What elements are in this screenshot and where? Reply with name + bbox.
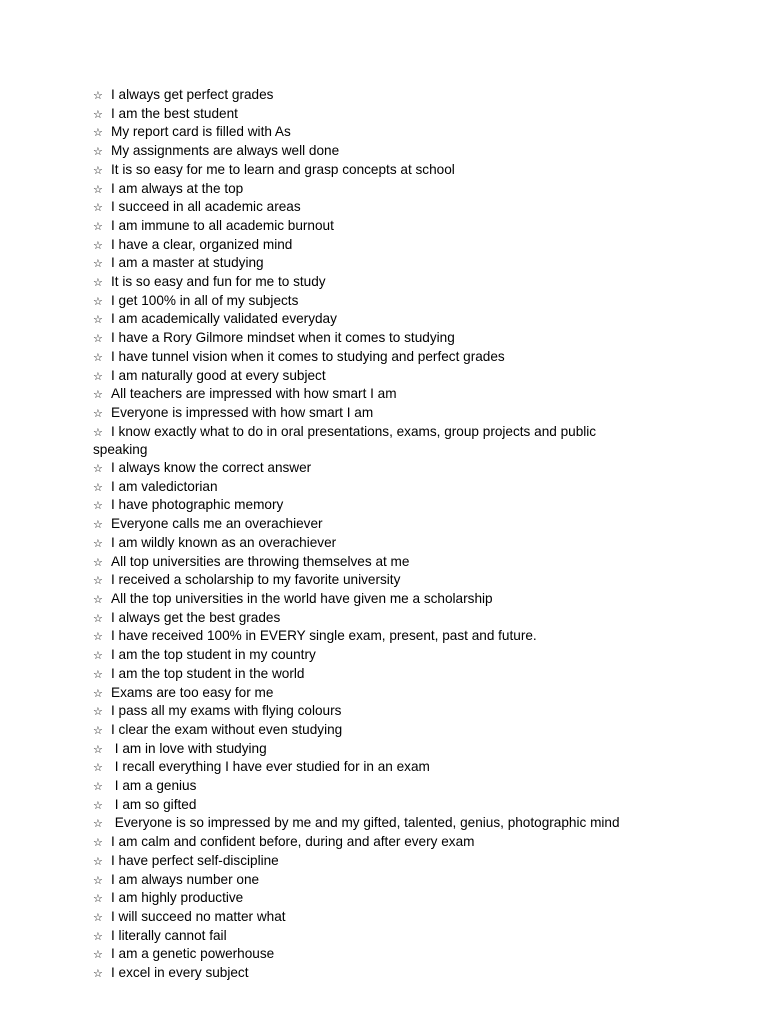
- list-item: [93, 180, 653, 199]
- item-text: Everyone is so impressed by me and my gifted, talented, genius, photographic mind: [111, 815, 620, 831]
- star-icon: ☆: [93, 649, 103, 663]
- star-icon: ☆: [93, 910, 103, 924]
- list-item: [93, 123, 653, 142]
- list-item: [93, 871, 653, 890]
- list-item: [93, 478, 653, 497]
- star-icon: ☆: [93, 238, 103, 252]
- star-icon: ☆: [93, 929, 103, 943]
- item-text: I have received 100% in EVERY single exam, present, past and future.: [111, 628, 537, 644]
- list-item: [93, 534, 653, 553]
- item-text: I know exactly what to do in oral presentations, exams, group projects and public speaking: [93, 423, 597, 458]
- list-item: [93, 833, 653, 852]
- star-icon: ☆: [93, 89, 103, 102]
- list-item: [93, 142, 653, 161]
- star-icon: ☆: [93, 723, 103, 737]
- list-item: [93, 852, 653, 871]
- star-icon: ☆: [93, 201, 103, 215]
- item-text: It is so easy and fun for me to study: [111, 274, 326, 290]
- star-icon: ☆: [93, 817, 103, 831]
- list-item: [93, 609, 653, 628]
- star-icon: ☆: [93, 145, 103, 159]
- list-item: [93, 665, 653, 684]
- list-item: [93, 908, 653, 927]
- item-text: I am academically validated everyday: [111, 311, 337, 327]
- list-item: [93, 702, 653, 721]
- star-icon: ☆: [93, 536, 103, 550]
- item-text: Everyone calls me an overachiever: [111, 516, 323, 532]
- item-text: I am a master at studying: [111, 255, 264, 271]
- list-item: [93, 217, 653, 236]
- star-icon: ☆: [93, 388, 103, 402]
- item-text: I get 100% in all of my subjects: [111, 292, 299, 308]
- star-icon: ☆: [93, 630, 103, 644]
- star-icon: ☆: [93, 257, 103, 271]
- item-text: I am naturally good at every subject: [111, 367, 326, 383]
- star-icon: ☆: [93, 592, 103, 606]
- list-item: [93, 86, 653, 105]
- item-text: I literally cannot fail: [111, 927, 227, 943]
- star-icon: ☆: [93, 854, 103, 868]
- item-text: I am calm and confident before, during and after every exam: [111, 834, 475, 850]
- star-icon: ☆: [93, 369, 103, 383]
- list-item: [93, 814, 653, 833]
- item-text: I recall everything I have ever studied for in an exam: [111, 759, 430, 775]
- item-text: I always get perfect grades: [111, 87, 274, 102]
- list-item: [93, 310, 653, 329]
- list-item: [93, 161, 653, 180]
- list-item: [93, 329, 653, 348]
- list-item: [93, 964, 653, 983]
- item-text: It is so easy for me to learn and grasp concepts at school: [111, 161, 455, 177]
- list-item: [93, 721, 653, 740]
- item-text: My report card is filled with As: [111, 124, 291, 140]
- item-text: I will succeed no matter what: [111, 908, 286, 924]
- item-text: I have perfect self-discipline: [111, 852, 279, 868]
- item-text: I received a scholarship to my favorite university: [111, 572, 401, 588]
- star-icon: ☆: [93, 574, 103, 588]
- affirmation-list: [93, 86, 653, 983]
- star-icon: ☆: [93, 480, 103, 494]
- item-text: I am always at the top: [111, 180, 244, 196]
- star-icon: ☆: [93, 967, 103, 981]
- star-icon: ☆: [93, 518, 103, 532]
- item-text: I am immune to all academic burnout: [111, 217, 334, 233]
- star-icon: ☆: [93, 462, 103, 476]
- list-item: [93, 796, 653, 815]
- list-item: [93, 889, 653, 908]
- item-text: I have a Rory Gilmore mindset when it comes to studying: [111, 330, 455, 346]
- star-icon: ☆: [93, 761, 103, 775]
- star-icon: ☆: [93, 555, 103, 569]
- star-icon: ☆: [93, 182, 103, 196]
- item-text: I am always number one: [111, 871, 260, 887]
- item-text: I excel in every subject: [111, 965, 249, 981]
- star-icon: ☆: [93, 873, 103, 887]
- list-item: [93, 105, 653, 124]
- item-text: Everyone is impressed with how smart I am: [111, 404, 374, 420]
- list-item: [93, 740, 653, 759]
- star-icon: ☆: [93, 332, 103, 346]
- item-text: I pass all my exams with flying colours: [111, 703, 342, 719]
- star-icon: ☆: [93, 836, 103, 850]
- star-icon: ☆: [93, 798, 103, 812]
- list-item: [93, 459, 653, 478]
- item-text: Exams are too easy for me: [111, 684, 274, 700]
- item-text: I have tunnel vision when it comes to studying and perfect grades: [111, 348, 505, 364]
- item-text: I am in love with studying: [111, 740, 267, 756]
- list-item: [93, 273, 653, 292]
- star-icon: ☆: [93, 294, 103, 308]
- list-item: [93, 198, 653, 217]
- list-item: [93, 236, 653, 255]
- star-icon: ☆: [93, 276, 103, 290]
- item-text: I am highly productive: [111, 890, 244, 906]
- list-item: [93, 927, 653, 946]
- item-text: My assignments are always well done: [111, 143, 340, 159]
- star-icon: ☆: [93, 780, 103, 794]
- list-item: [93, 496, 653, 515]
- list-item: [93, 646, 653, 665]
- item-text: I always know the correct answer: [111, 460, 312, 476]
- item-text: I am so gifted: [111, 796, 197, 812]
- star-icon: ☆: [93, 611, 103, 625]
- star-icon: ☆: [93, 406, 103, 420]
- item-text: All teachers are impressed with how smart I am: [111, 386, 397, 402]
- list-item: [93, 254, 653, 273]
- star-icon: ☆: [93, 163, 103, 177]
- star-icon: ☆: [93, 948, 103, 962]
- star-icon: ☆: [93, 742, 103, 756]
- list-item: [93, 590, 653, 609]
- list-item: [93, 423, 653, 459]
- list-item: [93, 515, 653, 534]
- star-icon: ☆: [93, 667, 103, 681]
- item-text: I am a genetic powerhouse: [111, 946, 275, 962]
- list-item: [93, 292, 653, 311]
- list-item: [93, 684, 653, 703]
- item-text: I am valedictorian: [111, 478, 218, 494]
- list-item: [93, 553, 653, 572]
- item-text: I am the top student in the world: [111, 665, 305, 681]
- item-text: All top universities are throwing themselves at me: [111, 553, 410, 569]
- star-icon: ☆: [93, 892, 103, 906]
- star-icon: ☆: [93, 107, 103, 121]
- list-item: [93, 367, 653, 386]
- list-item: [93, 404, 653, 423]
- star-icon: ☆: [93, 425, 103, 439]
- item-text: I am the top student in my country: [111, 647, 316, 663]
- item-text: I have a clear, organized mind: [111, 236, 293, 252]
- item-text: I succeed in all academic areas: [111, 199, 301, 215]
- list-item: [93, 385, 653, 404]
- list-item: [93, 777, 653, 796]
- star-icon: ☆: [93, 126, 103, 140]
- star-icon: ☆: [93, 219, 103, 233]
- item-text: I have photographic memory: [111, 497, 284, 513]
- item-text: All the top universities in the world have given me a scholarship: [111, 590, 493, 606]
- item-text: I am a genius: [111, 778, 197, 794]
- item-text: I clear the exam without even studying: [111, 721, 343, 737]
- star-icon: ☆: [93, 499, 103, 513]
- item-text: I am the best student: [111, 105, 238, 121]
- item-text: I am wildly known as an overachiever: [111, 534, 337, 550]
- list-item: [93, 571, 653, 590]
- star-icon: ☆: [93, 350, 103, 364]
- list-item: [93, 758, 653, 777]
- list-item: [93, 627, 653, 646]
- list-item: [93, 348, 653, 367]
- star-icon: ☆: [93, 686, 103, 700]
- list-item: [93, 945, 653, 964]
- star-icon: ☆: [93, 705, 103, 719]
- star-icon: ☆: [93, 313, 103, 327]
- item-text: I always get the best grades: [111, 609, 281, 625]
